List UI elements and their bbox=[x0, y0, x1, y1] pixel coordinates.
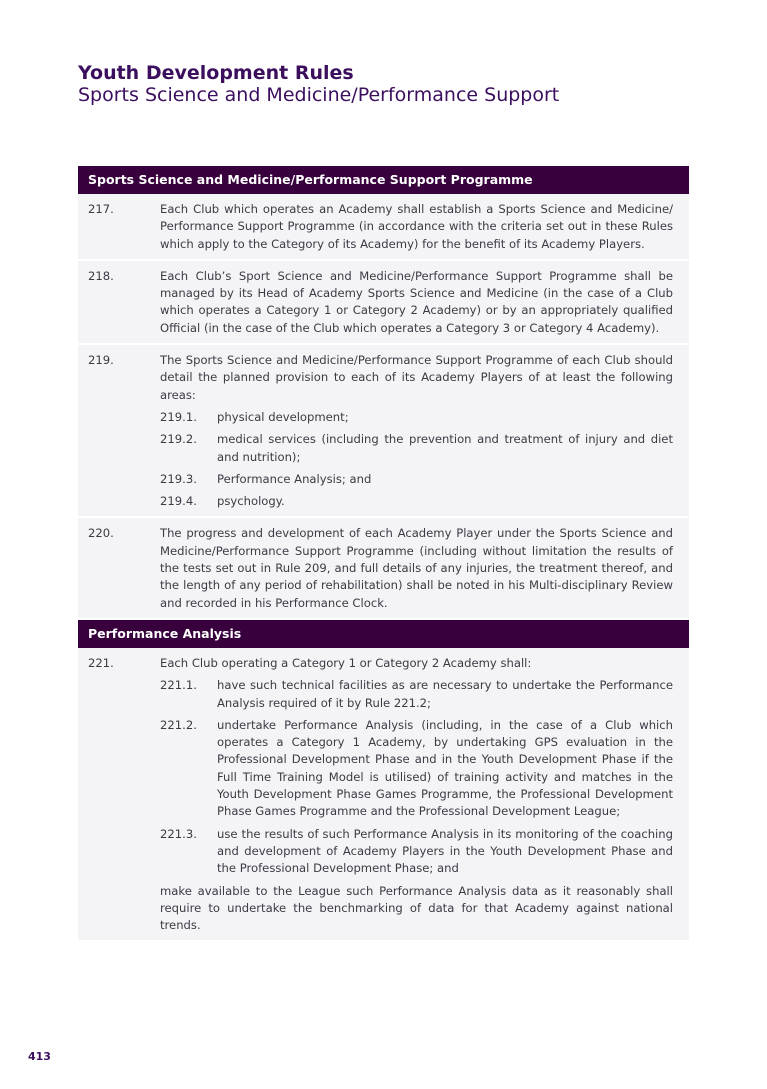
rule-text: Each Club operating a Category 1 or Category 2 Academy shall: bbox=[160, 655, 532, 670]
page-number: 413 bbox=[28, 1050, 51, 1063]
rule-number: 219. bbox=[88, 353, 114, 368]
sub-rule-number: 221.2. bbox=[160, 717, 197, 732]
rule-number: 217. bbox=[88, 202, 114, 216]
sub-rule-text: psychology. bbox=[217, 494, 285, 509]
sub-rule bbox=[160, 493, 673, 510]
section-heading: Performance Analysis bbox=[78, 620, 689, 648]
rule-text: The Sports Science and Medicine/Performance Support Programme of each Club should detail the planned provision to each of its Academy Players of at least the following areas: bbox=[160, 353, 673, 402]
sub-rule bbox=[160, 826, 673, 878]
sub-rule bbox=[160, 409, 673, 426]
sub-rule bbox=[160, 471, 673, 488]
rule-row bbox=[78, 518, 689, 619]
sub-rule-number: 219.3. bbox=[160, 471, 197, 486]
rule-text: Each Club which operates an Academy shall establish a Sports Science and Medicine/ Performance Support Programme (in accordance with the criteria set out in these Rules which apply to the Category of its Academy) for the benefit of its Academy Players. bbox=[160, 202, 673, 251]
sub-rule-text: medical services (including the prevention and treatment of injury and diet and nutrition); bbox=[217, 432, 673, 464]
sub-rule-text: undertake Performance Analysis (including, in the case of a Club which operates a Category 1 Academy, by undertaking GPS evaluation in the Professional Development Phase and in the Youth Development Phase if the Full Time Training Model is utilised) of training activity and matches in the Youth Development Phase Games Programme, the Professional Development Phase Games Programme and the Professional Development League; bbox=[217, 717, 673, 819]
rule-row bbox=[78, 261, 689, 345]
sub-rule-text: physical development; bbox=[217, 409, 349, 424]
rule-row bbox=[78, 345, 689, 518]
sub-rule-number: 219.4. bbox=[160, 494, 197, 509]
sub-rule-text: use the results of such Performance Analysis in its monitoring of the coaching and development of Academy Players in the Youth Development Phase and the Professional Development Phase; and bbox=[217, 826, 673, 876]
sub-rule bbox=[160, 677, 673, 712]
sub-rule-text: have such technical facilities as are necessary to undertake the Performance Analysis required of it by Rule 221.2; bbox=[217, 678, 673, 710]
rule-trailing-text: make available to the League such Performance Analysis data as it reasonably shall require to undertake the benchmarking of data for that Academy against national trends. bbox=[160, 883, 673, 933]
rule-number: 220. bbox=[88, 526, 114, 541]
sub-rule-number: 219.2. bbox=[160, 432, 197, 447]
rule-text: The progress and development of each Academy Player under the Sports Science and Medicine/Performance Support Programme (including without limitation the results of the tests set out in Rule 209, and full details of any injuries, the treatment thereof, and the length of any period of rehabilitation) shall be noted in his Multi-disciplinary Review and recorded in his Performance Clock. bbox=[160, 526, 673, 610]
document-title: Youth Development Rules bbox=[78, 62, 354, 84]
section-heading: Sports Science and Medicine/Performance Support Programme bbox=[78, 166, 689, 194]
sub-rule-number: 219.1. bbox=[160, 409, 197, 424]
sub-rule bbox=[160, 431, 673, 466]
sub-rule-text: Performance Analysis; and bbox=[217, 471, 372, 486]
rule-number: 218. bbox=[88, 268, 114, 283]
document-subtitle: Sports Science and Medicine/Performance Support bbox=[78, 84, 560, 106]
rule-text: Each Club’s Sport Science and Medicine/Performance Support Programme shall be managed by its Head of Academy Sports Science and Medicine (in the case of a Club which operates a Category 1 or Category 2 Academy) or by an appropriately qualified Official (in the case of the Club which operates a Category 3 or Category 4 Academy). bbox=[160, 268, 673, 335]
rule-row bbox=[78, 648, 689, 942]
sub-rule-number: 221.3. bbox=[160, 826, 197, 841]
sub-rule-number: 221.1. bbox=[160, 678, 197, 693]
rules-table bbox=[78, 166, 689, 942]
rule-row bbox=[78, 194, 689, 261]
rule-number: 221. bbox=[88, 655, 114, 670]
sub-rule bbox=[160, 717, 673, 821]
